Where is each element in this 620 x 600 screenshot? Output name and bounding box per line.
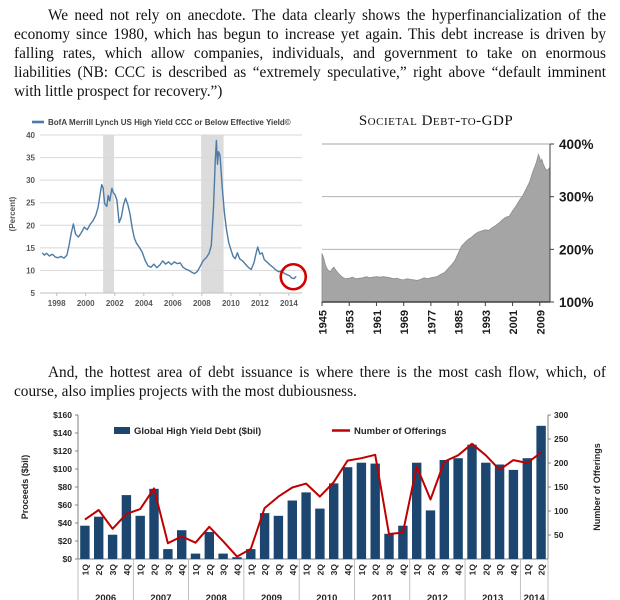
svg-text:2Q: 2Q xyxy=(94,564,105,576)
svg-text:2011: 2011 xyxy=(371,593,393,600)
svg-text:3Q: 3Q xyxy=(108,564,119,576)
svg-text:1Q: 1Q xyxy=(412,564,423,576)
svg-text:2Q: 2Q xyxy=(260,564,271,576)
svg-text:400%: 400% xyxy=(559,137,594,152)
svg-text:4Q: 4Q xyxy=(343,564,354,576)
svg-text:3Q: 3Q xyxy=(495,564,506,576)
svg-text:50: 50 xyxy=(554,530,564,540)
svg-text:100: 100 xyxy=(554,506,569,516)
svg-text:2Q: 2Q xyxy=(426,564,436,576)
svg-text:3Q: 3Q xyxy=(329,564,340,576)
svg-text:2002: 2002 xyxy=(105,299,124,308)
svg-text:3Q: 3Q xyxy=(218,564,229,576)
svg-text:40: 40 xyxy=(26,131,35,140)
svg-text:$60: $60 xyxy=(57,500,72,510)
svg-text:Proceeds ($bil): Proceeds ($bil) xyxy=(20,454,30,520)
svg-text:3Q: 3Q xyxy=(384,564,395,576)
svg-text:35: 35 xyxy=(26,153,35,163)
svg-text:2009: 2009 xyxy=(535,310,548,335)
svg-text:1961: 1961 xyxy=(371,310,384,335)
debt-to-gdp-title: Societal Debt-to-GDP xyxy=(358,113,514,129)
svg-text:2012: 2012 xyxy=(426,593,448,600)
svg-text:2012: 2012 xyxy=(251,299,269,308)
svg-text:3Q: 3Q xyxy=(273,564,284,576)
svg-text:1998: 1998 xyxy=(47,299,66,308)
svg-text:$100: $100 xyxy=(53,464,72,474)
svg-text:2013: 2013 xyxy=(482,593,504,600)
svg-text:1993: 1993 xyxy=(480,310,493,335)
high-yield-issuance-plot xyxy=(14,409,612,600)
svg-text:1977: 1977 xyxy=(426,310,439,335)
svg-text:2001: 2001 xyxy=(508,310,521,335)
svg-text:150: 150 xyxy=(554,482,569,492)
svg-text:20: 20 xyxy=(26,221,35,231)
svg-text:1953: 1953 xyxy=(344,310,357,335)
svg-text:30: 30 xyxy=(26,176,35,186)
svg-text:$140: $140 xyxy=(53,428,72,438)
svg-text:1Q: 1Q xyxy=(522,564,533,576)
svg-text:2008: 2008 xyxy=(192,299,211,308)
svg-text:(Percent): (Percent) xyxy=(8,196,17,232)
svg-text:1Q: 1Q xyxy=(467,564,478,576)
svg-text:$160: $160 xyxy=(53,410,72,420)
svg-text:4Q: 4Q xyxy=(121,564,132,576)
svg-text:200%: 200% xyxy=(559,242,594,258)
svg-text:1945: 1945 xyxy=(317,310,330,335)
svg-text:3Q: 3Q xyxy=(163,564,174,576)
svg-text:2010: 2010 xyxy=(221,299,240,308)
svg-text:1Q: 1Q xyxy=(301,564,312,576)
svg-text:Number of Offerings: Number of Offerings xyxy=(354,426,447,437)
svg-text:4Q: 4Q xyxy=(177,564,188,576)
svg-text:4Q: 4Q xyxy=(398,564,409,576)
svg-text:3Q: 3Q xyxy=(439,564,450,576)
svg-text:Global High Yield Debt ($bil): Global High Yield Debt ($bil) xyxy=(134,426,262,437)
svg-text:2007: 2007 xyxy=(150,593,172,600)
svg-text:15: 15 xyxy=(26,243,35,253)
svg-text:25: 25 xyxy=(26,198,35,208)
svg-text:1Q: 1Q xyxy=(356,564,367,576)
svg-text:10: 10 xyxy=(26,266,35,276)
svg-text:$20: $20 xyxy=(57,536,72,546)
svg-text:300%: 300% xyxy=(559,189,594,205)
svg-text:2014: 2014 xyxy=(280,299,298,308)
high-yield-issuance-chart xyxy=(14,409,620,600)
svg-text:2000: 2000 xyxy=(76,299,95,308)
svg-text:250: 250 xyxy=(554,434,569,444)
debt-to-gdp-plot xyxy=(312,130,614,342)
svg-text:2Q: 2Q xyxy=(149,564,160,576)
svg-text:2Q: 2Q xyxy=(204,564,215,576)
paragraph-hyperfinancialization: We need not rely on anecdote. The data clearly shows the hyperfinancialization of the economy since 1980, which has begun to increase yet again. This debt increase is driven by falling rates, which allow companies, individuals, and government to take on enormous liabilities (NB: CCC is described as “extremely speculative,” right above “default imminent with little prospect for recovery.”) xyxy=(14,7,606,100)
svg-text:1Q: 1Q xyxy=(191,564,201,576)
svg-text:4Q: 4Q xyxy=(287,564,298,576)
svg-text:1985: 1985 xyxy=(453,310,466,335)
svg-text:$40: $40 xyxy=(57,518,72,528)
ccc-yield-plot xyxy=(6,111,312,325)
svg-text:2004: 2004 xyxy=(134,299,153,308)
debt-to-gdp-chart xyxy=(312,111,614,347)
svg-text:300: 300 xyxy=(554,410,569,420)
svg-text:$0: $0 xyxy=(62,554,72,564)
svg-text:200: 200 xyxy=(554,458,569,468)
svg-text:2014: 2014 xyxy=(523,593,545,600)
svg-text:1Q: 1Q xyxy=(246,564,257,576)
svg-text:2008: 2008 xyxy=(205,593,227,600)
ccc-yield-chart xyxy=(6,111,312,347)
svg-text:2006: 2006 xyxy=(163,299,182,308)
svg-text:1969: 1969 xyxy=(399,310,412,335)
svg-text:2Q: 2Q xyxy=(481,564,492,576)
svg-text:1Q: 1Q xyxy=(135,564,146,576)
svg-text:4Q: 4Q xyxy=(232,564,243,576)
svg-text:2006: 2006 xyxy=(95,593,117,600)
charts-row xyxy=(6,111,616,347)
svg-text:$80: $80 xyxy=(57,482,72,492)
svg-text:5: 5 xyxy=(30,289,35,298)
svg-text:2Q: 2Q xyxy=(315,564,326,576)
svg-text:1Q: 1Q xyxy=(80,564,91,576)
svg-text:$120: $120 xyxy=(53,446,72,456)
svg-text:4Q: 4Q xyxy=(453,564,464,576)
svg-text:Number of Offerings: Number of Offerings xyxy=(592,443,602,531)
svg-text:2010: 2010 xyxy=(316,593,338,600)
svg-text:2009: 2009 xyxy=(260,593,283,600)
svg-text:2Q: 2Q xyxy=(536,564,547,576)
svg-text:BofA Merrill Lynch US High Yie: BofA Merrill Lynch US High Yield CCC or Below Effective Yield© xyxy=(48,118,291,127)
svg-text:2Q: 2Q xyxy=(370,564,381,576)
svg-text:4Q: 4Q xyxy=(508,564,519,576)
paragraph-debt-issuance: And, the hottest area of debt issuance is where there is the most cash flow, which, of course, also implies projects with the most dubiousness. xyxy=(14,364,606,400)
svg-text:100%: 100% xyxy=(559,295,594,310)
